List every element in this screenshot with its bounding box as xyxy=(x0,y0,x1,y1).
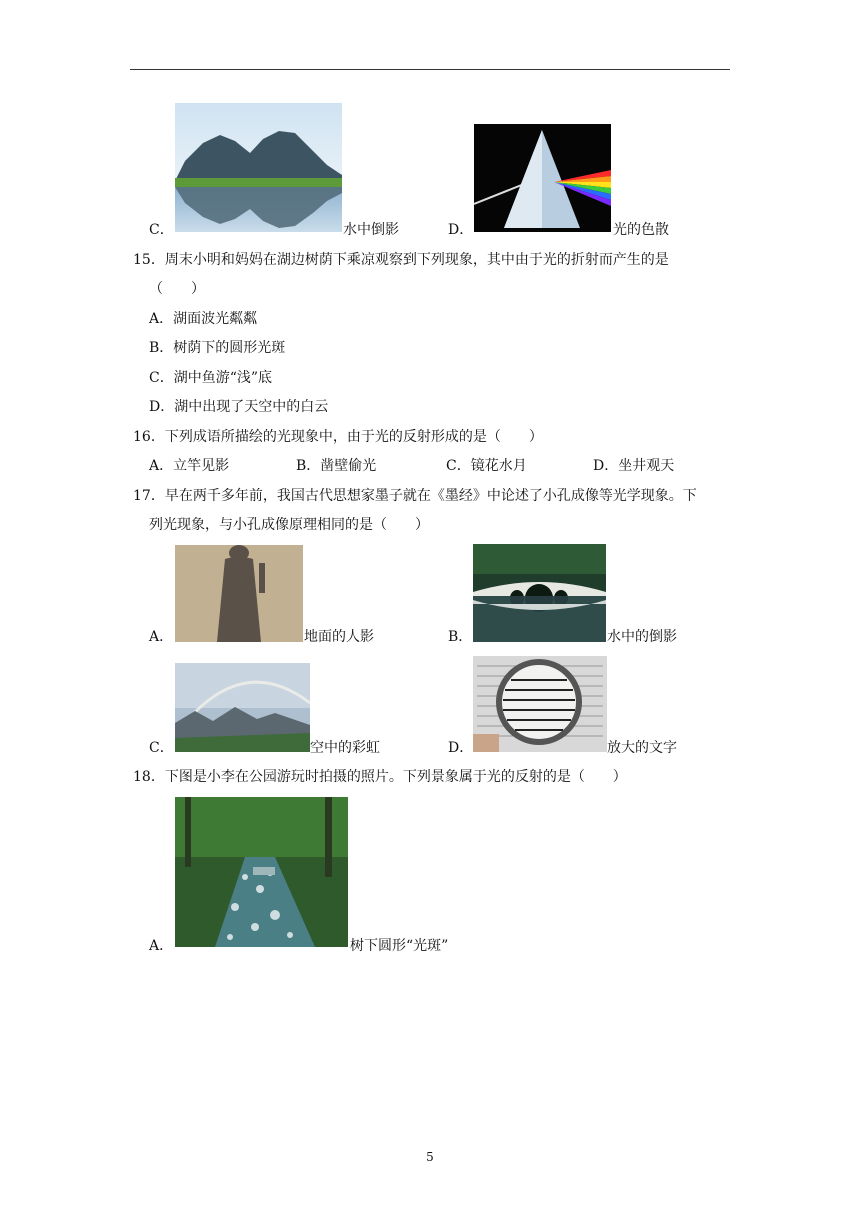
mountain-reflection-image xyxy=(175,103,342,232)
q17-option-a-letter: A． xyxy=(149,629,174,645)
q17-option-b-letter: B． xyxy=(448,629,473,645)
q15-option-d: D．湖中出现了天空中的白云 xyxy=(149,399,329,415)
q17-stem-line1: 17．早在两千多年前，我国古代思想家墨子就在《墨经》中论述了小孔成像等光学现象。下 xyxy=(133,488,697,504)
ground-shadow-image xyxy=(175,545,303,642)
q17-option-b-caption: 水中的倒影 xyxy=(607,629,677,645)
q15-option-c: C．湖中鱼游“浅”底 xyxy=(149,370,273,386)
q14-option-c-caption: 水中倒影 xyxy=(343,222,399,238)
q16-option-d: D．坐井观天 xyxy=(593,458,675,474)
q14-option-c-letter: C． xyxy=(149,222,174,238)
q16-option-c: C．镜花水月 xyxy=(446,458,527,474)
q18-option-a-caption: 树下圆形“光斑” xyxy=(350,938,449,954)
q16-option-b: B．凿壁偷光 xyxy=(296,458,377,474)
q15-option-a: A．湖面波光粼粼 xyxy=(149,311,258,327)
q17-option-c-caption: 空中的彩虹 xyxy=(310,740,380,756)
magnifier-text-image xyxy=(473,656,607,752)
q16-stem: 16．下列成语所描绘的光现象中，由于光的反射形成的是（ ） xyxy=(133,429,543,445)
header-rule xyxy=(130,69,730,70)
rainbow-image xyxy=(175,663,310,752)
q15-stem-line1: 15．周末小明和妈妈在湖边树荫下乘凉观察到下列现象，其中由于光的折射而产生的是 xyxy=(133,252,669,268)
page-number: 5 xyxy=(426,1150,434,1164)
q17-option-d-letter: D． xyxy=(448,740,474,756)
forest-light-spots-image xyxy=(175,797,348,947)
q15-stem-line2: （ ） xyxy=(149,281,205,297)
q14-option-d-caption: 光的色散 xyxy=(613,222,669,238)
q15-option-b: B．树荫下的圆形光斑 xyxy=(149,340,286,356)
q17-option-a-caption: 地面的人影 xyxy=(304,629,374,645)
prism-dispersion-image xyxy=(474,124,611,232)
q17-option-c-letter: C． xyxy=(149,740,174,756)
q18-option-a-letter: A． xyxy=(149,938,174,954)
q18-stem: 18．下图是小李在公园游玩时拍摄的照片。下列景象属于光的反射的是（ ） xyxy=(133,769,627,785)
q17-option-d-caption: 放大的文字 xyxy=(607,740,677,756)
bridge-reflection-image xyxy=(473,544,606,642)
q14-option-d-letter: D． xyxy=(448,222,474,238)
q16-option-a: A．立竿见影 xyxy=(149,458,230,474)
q17-stem-line2: 列光现象，与小孔成像原理相同的是（ ） xyxy=(149,517,429,533)
